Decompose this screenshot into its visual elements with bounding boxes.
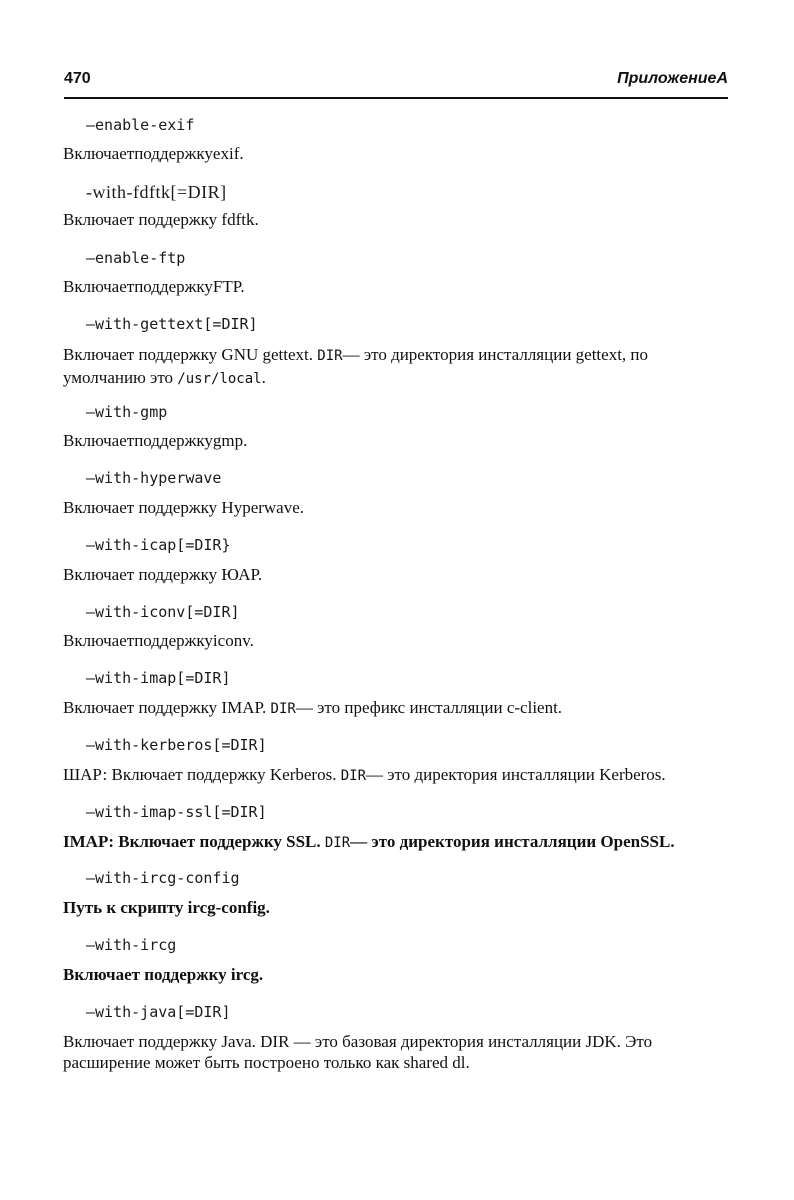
header-rule bbox=[64, 97, 728, 99]
option-enable-ftp: —enable-ftp bbox=[86, 249, 186, 267]
desc-text: — это префикс инсталляции c-client. bbox=[295, 698, 563, 717]
option-with-imap: —with-imap[=DIR] bbox=[86, 669, 231, 687]
option-with-fdftk: -with-fdftk[=DIR] bbox=[86, 182, 227, 202]
description-with-iconv: Включаетподдержкуiconv. bbox=[63, 631, 254, 650]
option-with-hyperwave: —with-hyperwave bbox=[86, 469, 222, 487]
option-with-ircg: —with-ircg bbox=[86, 936, 177, 954]
desc-text: Включает поддержку GNU gettext. bbox=[63, 345, 318, 364]
page-number: 470 bbox=[64, 70, 91, 87]
description-with-hyperwave: Включает поддержку Hyperwave. bbox=[63, 498, 305, 517]
dir-keyword: DIR bbox=[324, 835, 351, 851]
desc-text: — это директория инсталляции Kerberos. bbox=[366, 765, 666, 784]
desc-text: Включает поддержку IMAP. bbox=[63, 698, 271, 717]
description-with-gmp: Включаетподдержкуgmp. bbox=[63, 431, 248, 450]
desc-text: . bbox=[261, 368, 266, 387]
description-with-gettext bbox=[63, 344, 729, 390]
option-enable-exif: —enable-exif bbox=[86, 116, 195, 134]
option-with-java: —with-java[=DIR] bbox=[86, 1003, 231, 1021]
option-with-kerberos: —with-kerberos[=DIR] bbox=[86, 736, 267, 754]
description-with-ircg-config: Путь к скрипту ircg-config. bbox=[63, 898, 270, 917]
option-with-icap: —with-icap[=DIR} bbox=[86, 536, 231, 554]
description-with-ircg: Включает поддержку ircg. bbox=[63, 965, 264, 984]
desc-text: — это директория инсталляции gettext, по умолчанию это bbox=[63, 345, 649, 387]
description-enable-ftp: ВключаетподдержкуFTP. bbox=[63, 277, 245, 296]
description-with-icap: Включает поддержку ЮАР. bbox=[63, 565, 263, 584]
description-with-java: Включает поддержку Java. DIR — это базовая директория инсталляции JDK. Это расширение может быть построено только как shared dl. bbox=[63, 1032, 653, 1072]
dir-keyword: DIR bbox=[317, 348, 343, 364]
description-enable-exif: Включаетподдержкуexif. bbox=[63, 144, 244, 163]
option-with-gmp: —with-gmp bbox=[86, 403, 168, 421]
desc-text: — это директория инсталляции OpenSSL. bbox=[350, 832, 675, 851]
dir-keyword: DIR bbox=[340, 768, 367, 784]
description-with-fdftk: Включает поддержку fdftk. bbox=[63, 210, 259, 229]
dir-keyword: DIR bbox=[270, 701, 296, 717]
description-with-imap-ssl bbox=[63, 831, 729, 854]
description-with-imap bbox=[63, 697, 729, 720]
description-with-kerberos bbox=[63, 764, 729, 787]
desc-text: ШАР: Включает поддержку Kerberos. bbox=[63, 765, 341, 784]
desc-text: IMAP: Включает поддержку SSL. bbox=[63, 832, 325, 851]
option-with-imap-ssl: —with-imap-ssl[=DIR] bbox=[86, 803, 267, 821]
option-with-ircg-config: —with-ircg-config bbox=[86, 869, 240, 887]
option-with-iconv: —with-iconv[=DIR] bbox=[86, 603, 240, 621]
option-with-gettext: —with-gettext[=DIR] bbox=[86, 315, 258, 333]
path-usr-local: /usr/local bbox=[177, 371, 262, 387]
running-header bbox=[64, 70, 728, 94]
chapter-title: ПриложениеА bbox=[617, 70, 728, 87]
